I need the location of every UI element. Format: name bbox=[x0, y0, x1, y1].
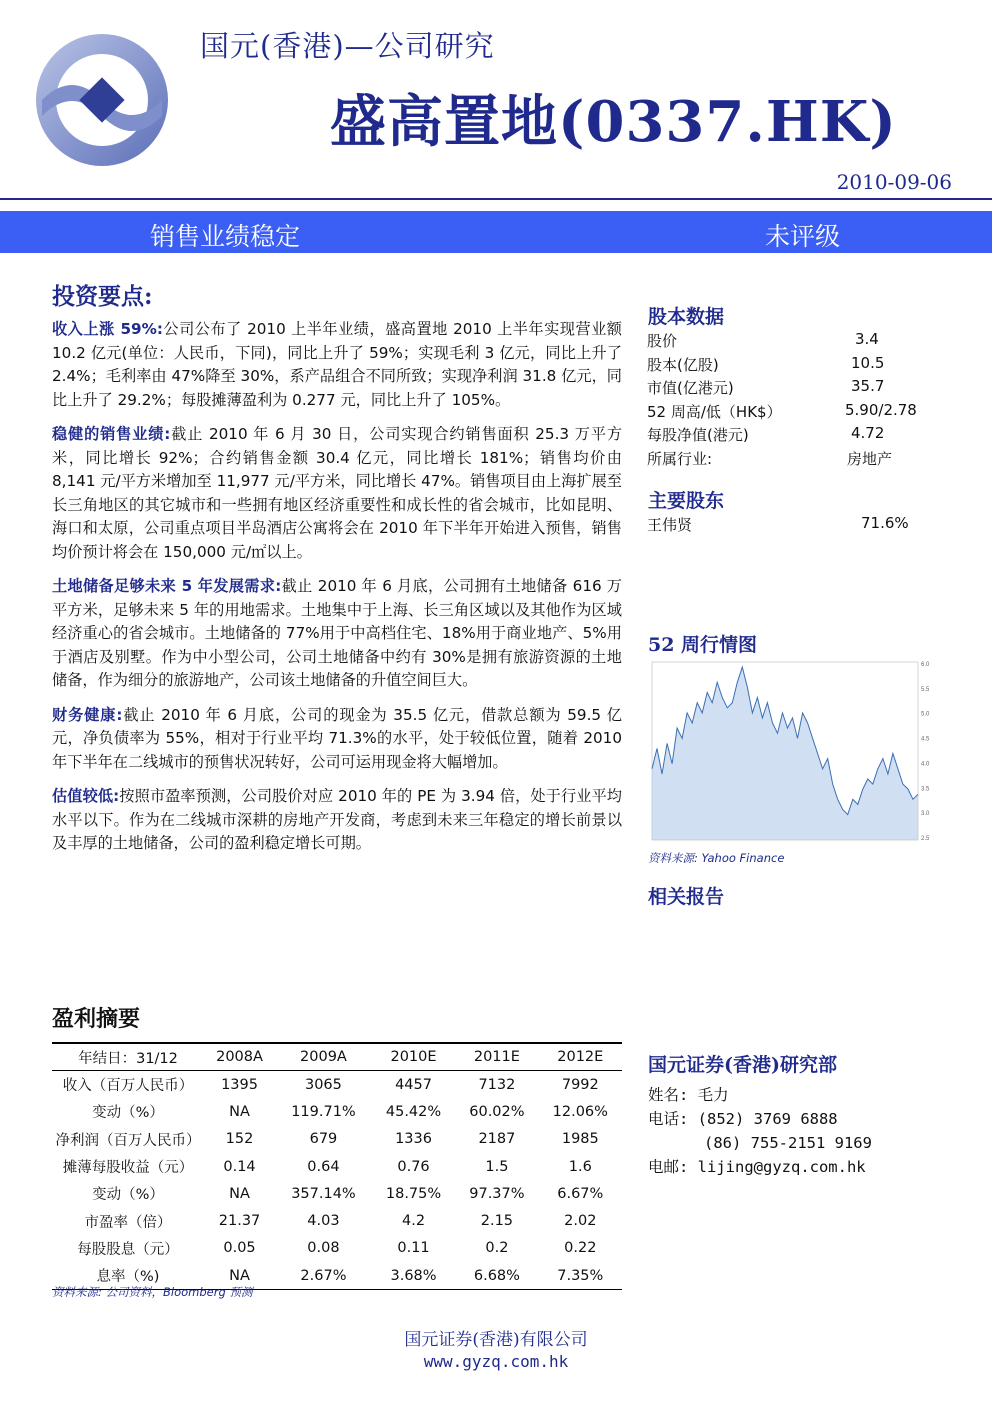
row-label: 净利润（百万人民币） bbox=[55, 1132, 201, 1149]
holder-row bbox=[647, 514, 937, 538]
contact-block bbox=[648, 1050, 948, 1179]
contact-phone-alt: (86) 755-2151 9169 bbox=[704, 1134, 872, 1152]
paragraph-keyword: 稳健的销售业绩: bbox=[52, 425, 171, 443]
row-label: 息率（%) bbox=[52, 1262, 204, 1290]
equity-key: 每股净值(港元) bbox=[647, 426, 749, 444]
paragraph bbox=[52, 704, 622, 775]
column-header: 2008A bbox=[204, 1043, 275, 1071]
paragraph-text: 截止 2010 年 6 月底，公司拥有土地储备 616 万平方米，足够未来 5 年的用地需求。土地集中于上海、长三角区域以及其他作为区域经济重心的省会城市。土地储备的 77%用于中高档住宅、18%用于商业地产、5%用于酒店及别墅。作为中小型公司，公司土地储备中约有 30%是拥有旅游资源的土地储备，作为细分的旅游地产，公司该土地储备的升值空间巨大。 bbox=[52, 577, 622, 689]
table-cell: 4.03 bbox=[307, 1213, 340, 1230]
contact-phone: 电话: (852) 3769 6888 bbox=[648, 1110, 838, 1128]
paragraph-keyword: 估值较低: bbox=[52, 787, 120, 805]
table-cell: 0.05 bbox=[223, 1240, 256, 1257]
holder-share: 71.6% bbox=[861, 514, 909, 532]
earnings-table bbox=[52, 1042, 622, 1290]
table-cell: 6.67% bbox=[557, 1185, 604, 1202]
contact-name: 姓名: 毛力 bbox=[648, 1086, 729, 1104]
table-cell: 3.68% bbox=[372, 1262, 455, 1290]
table-row bbox=[52, 1071, 622, 1099]
report-title: 盛高置地(0337.HK) bbox=[330, 89, 897, 155]
paragraph-text: 按照市盈率预测，公司股价对应 2010 年的 PE 为 3.94 倍，处于行业平均水平以下。作为在二线城市深耕的房地产开发商，考虑到未来三年稳定的增长前景以及丰厚的土地储备，公司的盈利稳定增长可期。 bbox=[52, 787, 622, 852]
row-label: 收入（百万人民币） bbox=[62, 1078, 194, 1095]
table-cell: 97.37% bbox=[469, 1185, 525, 1202]
paragraph-text: 截止 2010 年 6 月底，公司的现金为 35.5 亿元，借款总额为 59.5 亿元，净负债率为 55%，相对于行业平均 71.3%的水平，处于较低位置，随着 2010 年下半年在二线城市的预售状况转好，公司可运用现金将大幅增加。 bbox=[52, 705, 622, 771]
equity-row bbox=[647, 424, 937, 448]
table-cell: 18.75% bbox=[385, 1185, 442, 1202]
table-cell: 7992 bbox=[561, 1076, 599, 1093]
row-label: 摊薄每股收益（元） bbox=[62, 1160, 194, 1177]
paragraph bbox=[52, 423, 622, 564]
table-cell: 1.6 bbox=[568, 1158, 592, 1175]
paragraph bbox=[52, 785, 622, 856]
related-heading: 相关报告 bbox=[648, 886, 725, 908]
table-row bbox=[52, 1098, 622, 1125]
table-row bbox=[52, 1126, 622, 1153]
headline-text: 销售业绩稳定 bbox=[150, 222, 301, 251]
y-tick-label: 3.5 bbox=[921, 786, 930, 793]
table-cell: 679 bbox=[309, 1131, 338, 1148]
table-cell: 119.71% bbox=[291, 1103, 356, 1120]
equity-value: 房地产 bbox=[847, 449, 893, 468]
equity-value: 4.72 bbox=[851, 424, 885, 442]
paragraph bbox=[52, 575, 622, 693]
table-cell: 21.37 bbox=[218, 1213, 261, 1230]
equity-key: 所属行业: bbox=[647, 449, 713, 468]
equity-row bbox=[647, 330, 937, 354]
paragraph-keyword: 土地储备足够未来 5 年发展需求: bbox=[52, 577, 282, 595]
equity-key: 52 周高/低（HK$） bbox=[647, 402, 782, 421]
report-date: 2010-09-06 bbox=[836, 170, 952, 194]
brand-line: 国元(香港)—公司研究 bbox=[200, 29, 495, 63]
table-cell: 2187 bbox=[478, 1131, 516, 1148]
y-tick-label: 6.0 bbox=[921, 662, 930, 668]
paragraph-text: 公司公布了 2010 上半年业绩，盛高置地 2010 上半年实现营业额 10.2 亿元(单位：人民币，下同)，同比上升了 59%；实现毛利 3 亿元，同比上升了 2.4%；毛利率由 47%降至 30%，系产品组合不同所致；实现净利润 31.8 亿元，同比上升了 29.2%；每股摊薄盈利为 0.277 元，同比上升了 105%。 bbox=[52, 320, 622, 409]
equity-table bbox=[647, 330, 937, 471]
chart-source: 资料来源: Yahoo Finance bbox=[648, 851, 785, 865]
holders-table bbox=[647, 514, 937, 538]
y-tick-label: 5.0 bbox=[921, 711, 930, 718]
table-cell: 0.11 bbox=[397, 1240, 430, 1257]
paragraph bbox=[52, 318, 622, 412]
table-cell: 7132 bbox=[478, 1076, 516, 1093]
equity-row bbox=[647, 354, 937, 378]
table-row bbox=[52, 1180, 622, 1207]
table-cell: 60.02% bbox=[469, 1103, 525, 1120]
equity-row bbox=[647, 448, 937, 472]
table-cell: 1.5 bbox=[485, 1158, 509, 1175]
footer-url[interactable]: www.gyzq.com.hk bbox=[423, 1352, 569, 1371]
y-tick-label: 4.0 bbox=[921, 761, 930, 768]
column-header: 2011E bbox=[455, 1043, 538, 1071]
table-cell: 4457 bbox=[395, 1076, 432, 1093]
table-header-row bbox=[52, 1043, 622, 1071]
table-cell: 0.76 bbox=[397, 1158, 430, 1175]
row-label: 每股股息（元） bbox=[77, 1241, 179, 1258]
table-cell: 12.06% bbox=[552, 1103, 608, 1120]
rating-text: 未评级 bbox=[765, 222, 841, 251]
holder-name: 王伟贤 bbox=[647, 516, 693, 534]
y-tick-label: 4.5 bbox=[921, 736, 930, 743]
table-cell: 1336 bbox=[395, 1131, 432, 1148]
table-cell: NA bbox=[204, 1262, 275, 1290]
equity-value: 10.5 bbox=[851, 353, 885, 372]
column-header: 年结日：31/12 bbox=[52, 1043, 204, 1071]
table-cell: 1395 bbox=[221, 1076, 258, 1093]
column-header: 2012E bbox=[539, 1043, 622, 1071]
row-label: 变动（%） bbox=[92, 1187, 164, 1204]
table-row bbox=[52, 1153, 622, 1180]
footer-company: 国元证券(香港)有限公司 bbox=[404, 1330, 588, 1350]
table-cell: 0.2 bbox=[485, 1240, 509, 1257]
key-points-body bbox=[52, 318, 622, 867]
table-cell: NA bbox=[229, 1103, 250, 1120]
table-cell: 3065 bbox=[304, 1076, 342, 1093]
row-label: 市盈率（倍） bbox=[84, 1214, 172, 1231]
equity-value: 5.90/2.78 bbox=[845, 400, 917, 419]
holders-heading: 主要股东 bbox=[648, 490, 725, 512]
column-header: 2009A bbox=[275, 1043, 372, 1071]
table-source: 资料来源: 公司资料，Bloomberg 预测 bbox=[52, 1285, 253, 1299]
equity-value: 35.7 bbox=[851, 377, 885, 395]
table-cell: 45.42% bbox=[385, 1103, 442, 1120]
table-cell: 1985 bbox=[561, 1131, 599, 1148]
header-divider bbox=[0, 198, 992, 200]
table-cell: 2.02 bbox=[564, 1213, 597, 1230]
table-cell: 4.2 bbox=[402, 1213, 426, 1230]
table-cell: NA bbox=[229, 1185, 250, 1202]
paragraph-text: 截止 2010 年 6 月 30 日，公司实现合约销售面积 25.3 万平方米，同比增长 92%；合约销售金额 30.4 亿元，同比增长 181%；销售均价由 8,141 元/平方米增加至 11,977 元/平方米，同比增长 47%。销售项目由上海扩展至长三角地区的其它城市和一些拥有地区经济重要性和成长性的省会城市，比如昆明、海口和太原，公司重点项目半岛酒店公寓将会在 2010 年下半年开始进入预售，销售均价预计将会在 150,000 元/㎡以上。 bbox=[52, 425, 623, 561]
table-cell: 357.14% bbox=[291, 1185, 356, 1202]
headline-band bbox=[0, 211, 992, 253]
contact-heading: 国元证券(香港)研究部 bbox=[648, 1054, 837, 1076]
equity-key: 股本(亿股) bbox=[647, 355, 719, 374]
y-tick-label: 2.5 bbox=[921, 836, 930, 842]
equity-row bbox=[647, 377, 937, 401]
table-cell: 6.68% bbox=[455, 1262, 538, 1290]
table-cell: 0.08 bbox=[307, 1240, 340, 1257]
table-cell: 0.22 bbox=[564, 1240, 597, 1257]
table-cell: 152 bbox=[225, 1131, 254, 1148]
column-header: 2010E bbox=[372, 1043, 455, 1071]
paragraph-keyword: 财务健康: bbox=[52, 705, 123, 724]
table-cell: 0.14 bbox=[223, 1158, 256, 1175]
table-row bbox=[52, 1235, 622, 1262]
price-chart bbox=[648, 658, 936, 848]
table-row bbox=[52, 1207, 622, 1234]
row-label: 变动（%） bbox=[92, 1105, 164, 1122]
key-points-heading: 投资要点: bbox=[52, 283, 153, 310]
equity-value: 3.4 bbox=[855, 330, 879, 348]
equity-row bbox=[647, 401, 937, 425]
company-logo bbox=[22, 30, 182, 170]
table-cell: 2.15 bbox=[480, 1213, 514, 1230]
y-tick-label: 5.5 bbox=[921, 686, 930, 693]
chart-heading: 52 周行情图 bbox=[648, 634, 758, 656]
table-cell: 2.67% bbox=[275, 1262, 372, 1290]
contact-email[interactable]: 电邮: lijing@gyzq.com.hk bbox=[648, 1158, 866, 1176]
equity-key: 股价 bbox=[647, 332, 678, 350]
table-cell: 7.35% bbox=[539, 1262, 622, 1290]
table-cell: 0.64 bbox=[307, 1158, 340, 1175]
y-tick-label: 3.0 bbox=[921, 811, 930, 818]
paragraph-keyword: 收入上涨 59%: bbox=[52, 320, 163, 338]
summary-heading: 盈利摘要 bbox=[52, 1006, 141, 1032]
equity-heading: 股本数据 bbox=[648, 306, 725, 328]
equity-key: 市值(亿港元) bbox=[647, 379, 734, 397]
